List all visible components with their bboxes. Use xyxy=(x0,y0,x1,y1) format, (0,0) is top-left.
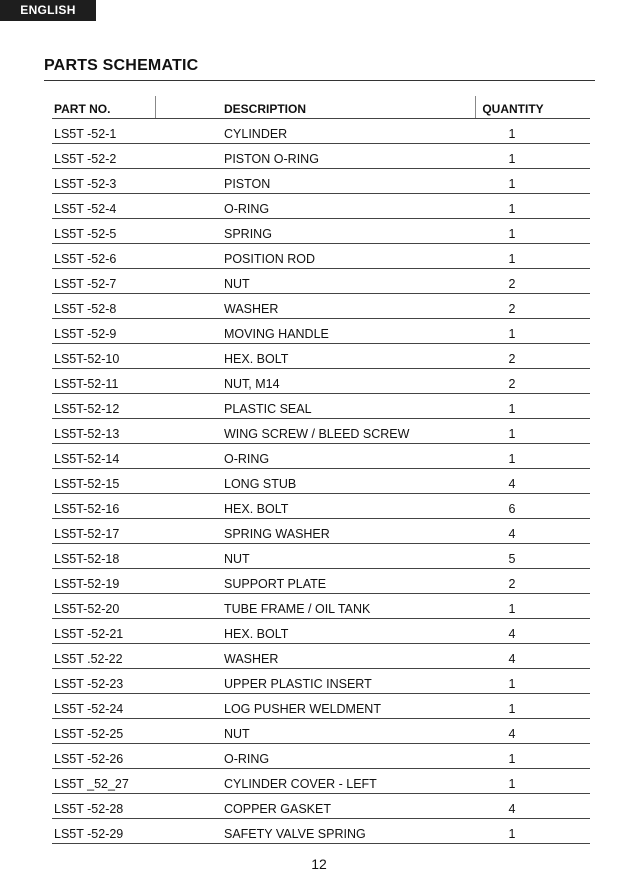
table-row xyxy=(52,169,590,194)
header-part-no: PART NO. xyxy=(54,102,111,116)
part-number-cell: LS5T -52-5 xyxy=(54,227,117,241)
table-row xyxy=(52,444,590,469)
quantity-cell: 1 xyxy=(508,427,516,441)
description-cell: WING SCREW / BLEED SCREW xyxy=(224,427,410,441)
description-cell: O-RING xyxy=(224,452,270,466)
table-row xyxy=(52,419,590,444)
part-number-cell: LS5T -52-21 xyxy=(54,627,124,641)
quantity-cell: 1 xyxy=(508,702,516,716)
description-cell: SAFETY VALVE SPRING xyxy=(224,827,366,841)
description-cell: PISTON O-RING xyxy=(224,152,319,166)
part-number-cell: LS5T -52-3 xyxy=(54,177,117,191)
part-number-cell: LS5T-52-19 xyxy=(54,577,120,591)
description-cell: NUT xyxy=(224,552,250,566)
column-divider xyxy=(155,96,156,118)
quantity-cell: 1 xyxy=(508,752,516,766)
header-description: DESCRIPTION xyxy=(224,102,307,116)
table-row xyxy=(52,319,590,344)
page-number: 12 xyxy=(311,856,327,872)
header-quantity: QUANTITY xyxy=(482,102,544,116)
table-row xyxy=(52,494,590,519)
description-cell: MOVING HANDLE xyxy=(224,327,329,341)
table-body xyxy=(52,119,590,844)
table-row xyxy=(52,819,590,844)
quantity-cell: 2 xyxy=(508,302,516,316)
table-row xyxy=(52,144,590,169)
quantity-cell: 2 xyxy=(508,277,516,291)
part-number-cell: LS5T-52-10 xyxy=(54,352,120,366)
table-row xyxy=(52,269,590,294)
quantity-cell: 1 xyxy=(508,202,516,216)
quantity-cell: 1 xyxy=(508,402,516,416)
table-row xyxy=(52,619,590,644)
quantity-cell: 4 xyxy=(508,727,516,741)
quantity-cell: 1 xyxy=(508,677,516,691)
description-cell: TUBE FRAME / OIL TANK xyxy=(224,602,371,616)
quantity-cell: 6 xyxy=(508,502,516,516)
description-cell: NUT xyxy=(224,727,250,741)
part-number-cell: LS5T -52-2 xyxy=(54,152,117,166)
table-row xyxy=(52,669,590,694)
description-cell: WASHER xyxy=(224,652,279,666)
part-number-cell: LS5T -52-28 xyxy=(54,802,124,816)
description-cell: CYLINDER COVER - LEFT xyxy=(224,777,377,791)
table-row xyxy=(52,194,590,219)
description-cell: O-RING xyxy=(224,202,270,216)
quantity-cell: 1 xyxy=(508,177,516,191)
quantity-cell: 1 xyxy=(508,152,516,166)
table-row xyxy=(52,519,590,544)
part-number-cell: LS5T-52-13 xyxy=(54,427,120,441)
part-number-cell: LS5T _52_27 xyxy=(54,777,129,791)
section-title: PARTS SCHEMATIC xyxy=(44,57,199,74)
description-cell: UPPER PLASTIC INSERT xyxy=(224,677,372,691)
part-number-cell: LS5T -52-1 xyxy=(54,127,117,141)
description-cell: NUT xyxy=(224,277,250,291)
table-row xyxy=(52,794,590,819)
table-header-row xyxy=(52,94,590,119)
part-number-cell: LS5T -52-25 xyxy=(54,727,124,741)
table-row xyxy=(52,569,590,594)
quantity-cell: 1 xyxy=(508,327,516,341)
language-tab: ENGLISH xyxy=(0,0,96,21)
table-row xyxy=(52,719,590,744)
table-row xyxy=(52,644,590,669)
quantity-cell: 4 xyxy=(508,527,516,541)
part-number-cell: LS5T-52-20 xyxy=(54,602,120,616)
table-row xyxy=(52,119,590,144)
description-cell: POSITION ROD xyxy=(224,252,315,266)
description-cell: SUPPORT PLATE xyxy=(224,577,327,591)
description-cell: PISTON xyxy=(224,177,271,191)
description-cell: HEX. BOLT xyxy=(224,352,289,366)
part-number-cell: LS5T -52-29 xyxy=(54,827,124,841)
quantity-cell: 1 xyxy=(508,452,516,466)
table-row xyxy=(52,219,590,244)
part-number-cell: LS5T -52-6 xyxy=(54,252,117,266)
quantity-cell: 1 xyxy=(508,127,516,141)
part-number-cell: LS5T-52-18 xyxy=(54,552,120,566)
description-cell: CYLINDER xyxy=(224,127,288,141)
description-cell: HEX. BOLT xyxy=(224,627,289,641)
part-number-cell: LS5T-52-11 xyxy=(54,377,119,391)
quantity-cell: 4 xyxy=(508,627,516,641)
quantity-cell: 1 xyxy=(508,827,516,841)
column-divider xyxy=(475,96,476,118)
quantity-cell: 5 xyxy=(508,552,516,566)
table-row xyxy=(52,694,590,719)
description-cell: LONG STUB xyxy=(224,477,297,491)
quantity-cell: 2 xyxy=(508,577,516,591)
description-cell: NUT, M14 xyxy=(224,377,280,391)
table-row xyxy=(52,244,590,269)
part-number-cell: LS5T-52-15 xyxy=(54,477,120,491)
table-row xyxy=(52,394,590,419)
part-number-cell: LS5T -52-7 xyxy=(54,277,117,291)
description-cell: SPRING xyxy=(224,227,272,241)
description-cell: SPRING WASHER xyxy=(224,527,330,541)
part-number-cell: LS5T-52-12 xyxy=(54,402,120,416)
table-row xyxy=(52,594,590,619)
parts-table xyxy=(52,94,590,844)
quantity-cell: 4 xyxy=(508,477,516,491)
table-row xyxy=(52,544,590,569)
part-number-cell: LS5T -52-4 xyxy=(54,202,117,216)
part-number-cell: LS5T -52-8 xyxy=(54,302,117,316)
description-cell: LOG PUSHER WELDMENT xyxy=(224,702,381,716)
part-number-cell: LS5T -52-24 xyxy=(54,702,124,716)
part-number-cell: LS5T -52-26 xyxy=(54,752,124,766)
table-row xyxy=(52,294,590,319)
quantity-cell: 4 xyxy=(508,802,516,816)
quantity-cell: 1 xyxy=(508,777,516,791)
description-cell: HEX. BOLT xyxy=(224,502,289,516)
quantity-cell: 4 xyxy=(508,652,516,666)
part-number-cell: LS5T-52-14 xyxy=(54,452,120,466)
description-cell: O-RING xyxy=(224,752,270,766)
table-row xyxy=(52,369,590,394)
description-cell: PLASTIC SEAL xyxy=(224,402,312,416)
quantity-cell: 1 xyxy=(508,252,516,266)
quantity-cell: 1 xyxy=(508,602,516,616)
quantity-cell: 2 xyxy=(508,377,516,391)
description-cell: WASHER xyxy=(224,302,279,316)
part-number-cell: LS5T -52-23 xyxy=(54,677,124,691)
quantity-cell: 2 xyxy=(508,352,516,366)
description-cell: COPPER GASKET xyxy=(224,802,331,816)
table-row xyxy=(52,344,590,369)
title-rule xyxy=(44,80,595,81)
part-number-cell: LS5T-52-16 xyxy=(54,502,120,516)
table-row xyxy=(52,469,590,494)
part-number-cell: LS5T-52-17 xyxy=(54,527,120,541)
part-number-cell: LS5T .52-22 xyxy=(54,652,123,666)
table-row xyxy=(52,769,590,794)
quantity-cell: 1 xyxy=(508,227,516,241)
table-row xyxy=(52,744,590,769)
part-number-cell: LS5T -52-9 xyxy=(54,327,117,341)
